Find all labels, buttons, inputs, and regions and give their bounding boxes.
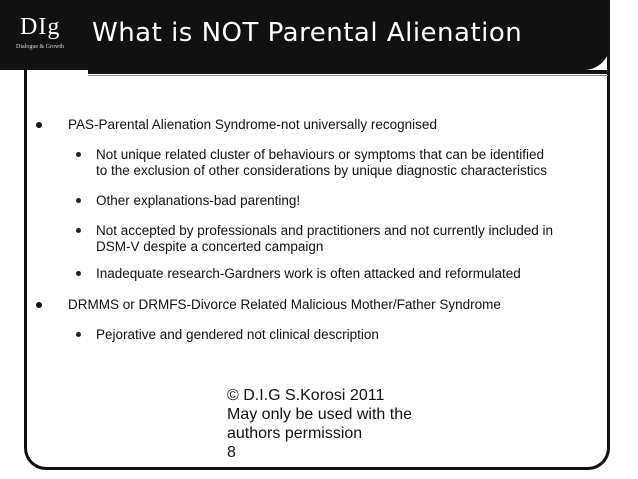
bullet-line: Pejorative and gendered not clinical description [96, 327, 379, 342]
bullet-dot [36, 122, 42, 128]
slide-title: What is NOT Parental Alienation [92, 18, 523, 48]
copyright-block [227, 386, 412, 462]
bullet-line: to the exclusion of other considerations by unique diagnostic characteristics [96, 163, 548, 178]
bullet-line: DSM-V despite a concerted campaign [96, 239, 324, 254]
bullet-item [68, 117, 437, 133]
header-rule [88, 70, 610, 74]
logo-subtext: Dialogue & Growth [16, 44, 64, 50]
sub-bullet-item [96, 193, 300, 209]
sub-bullet-item [96, 223, 553, 255]
sub-bullet-dot [76, 271, 81, 276]
bullet-line: Other explanations-bad parenting! [96, 193, 301, 208]
page-number: 8 [227, 444, 236, 461]
sub-bullet-item [96, 327, 379, 343]
bullet-line: DRMMS or DRMFS-Divorce Related Malicious Mother/Father Syndrome [68, 297, 501, 312]
copyright-line-1: © D.I.G S.Korosi 2011 [227, 387, 385, 404]
bullet-dot [36, 302, 42, 308]
logo [12, 14, 68, 56]
bullet-item [68, 297, 501, 313]
sub-bullet-item [96, 147, 547, 179]
sub-bullet-dot [76, 198, 81, 203]
bullet-line: Not unique related cluster of behaviours or symptoms that can be identified [96, 147, 544, 162]
bullet-line: Not accepted by professionals and practitioners and not currently included in [96, 223, 554, 238]
sub-bullet-dot [76, 152, 81, 157]
bullet-line: PAS-Parental Alienation Syndrome-not universally recognised [68, 117, 437, 132]
sub-bullet-item [96, 266, 521, 282]
slide-header [0, 0, 610, 70]
sub-bullet-dot [76, 228, 81, 233]
copyright-line-2: May only be used with the [227, 406, 412, 423]
logo-text: DIg [20, 14, 61, 40]
copyright-line-3: authors permission [227, 425, 363, 442]
header-rule-light [88, 75, 608, 76]
bullet-line: Inadequate research-Gardners work is often attacked and reformulated [96, 266, 521, 281]
sub-bullet-dot [76, 332, 81, 337]
